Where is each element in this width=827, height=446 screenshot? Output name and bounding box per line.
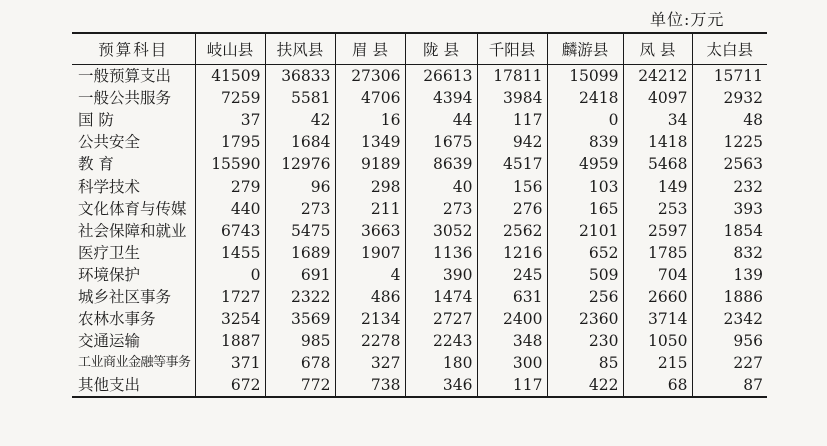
- value-cell: 5581: [265, 87, 335, 109]
- value-cell: 631: [477, 286, 547, 308]
- value-cell: 9189: [335, 153, 405, 175]
- value-cell: 3714: [623, 308, 692, 330]
- value-cell: 839: [547, 131, 623, 153]
- row-label: 国 防: [78, 111, 114, 130]
- row-label: 其他支出: [78, 376, 141, 395]
- row-label: 医疗卫生: [78, 243, 141, 262]
- value-cell: 4706: [335, 87, 405, 109]
- value-cell: 1886: [692, 286, 767, 308]
- value-cell: 103: [547, 175, 623, 197]
- row-label: 交通运输: [78, 332, 141, 351]
- value-cell: 15711: [692, 65, 767, 88]
- value-cell: 117: [477, 109, 547, 131]
- value-cell: 652: [547, 242, 623, 264]
- header-cell: 眉 县: [335, 33, 405, 65]
- value-cell: 42: [265, 109, 335, 131]
- table-row: [72, 242, 767, 264]
- value-cell: 1455: [195, 242, 265, 264]
- table-row: [72, 264, 767, 286]
- value-cell: 1136: [405, 242, 477, 264]
- value-cell: 672: [195, 374, 265, 397]
- value-cell: 6743: [195, 220, 265, 242]
- header-cell: 预算科目: [98, 41, 169, 59]
- value-cell: 348: [477, 330, 547, 352]
- value-cell: 393: [692, 198, 767, 220]
- value-cell: 5475: [265, 220, 335, 242]
- header-cell: 凤 县: [623, 33, 692, 65]
- value-cell: 300: [477, 352, 547, 374]
- table-body: [72, 65, 767, 398]
- value-cell: 8639: [405, 153, 477, 175]
- value-cell: 1675: [405, 131, 477, 153]
- value-cell: 4: [335, 264, 405, 286]
- value-cell: 2322: [265, 286, 335, 308]
- value-cell: 1216: [477, 242, 547, 264]
- row-label: 社会保障和就业: [78, 221, 187, 240]
- value-cell: 1349: [335, 131, 405, 153]
- value-cell: 41509: [195, 65, 265, 88]
- value-cell: 273: [265, 198, 335, 220]
- value-cell: 486: [335, 286, 405, 308]
- row-label: 公共安全: [78, 133, 141, 152]
- value-cell: 2597: [623, 220, 692, 242]
- value-cell: 253: [623, 198, 692, 220]
- value-cell: 87: [692, 374, 767, 397]
- unit-label: 单位:万元: [650, 10, 725, 29]
- value-cell: 2932: [692, 87, 767, 109]
- value-cell: 44: [405, 109, 477, 131]
- row-label: 农林水事务: [78, 310, 156, 329]
- value-cell: 3569: [265, 308, 335, 330]
- value-cell: 180: [405, 352, 477, 374]
- value-cell: 1689: [265, 242, 335, 264]
- value-cell: 346: [405, 374, 477, 397]
- value-cell: 3984: [477, 87, 547, 109]
- table-row: [72, 109, 767, 131]
- value-cell: 371: [195, 352, 265, 374]
- value-cell: 227: [692, 352, 767, 374]
- value-cell: 2660: [623, 286, 692, 308]
- value-cell: 2727: [405, 308, 477, 330]
- value-cell: 3663: [335, 220, 405, 242]
- table-row: [72, 220, 767, 242]
- value-cell: 2243: [405, 330, 477, 352]
- value-cell: 34: [623, 109, 692, 131]
- table-row: [72, 330, 767, 352]
- value-cell: 4097: [623, 87, 692, 109]
- value-cell: 832: [692, 242, 767, 264]
- row-label: 教 育: [78, 155, 114, 174]
- header-cell: 麟游县: [547, 33, 623, 65]
- value-cell: 2400: [477, 308, 547, 330]
- table-row: [72, 286, 767, 308]
- value-cell: 96: [265, 175, 335, 197]
- table-header: [72, 33, 767, 65]
- value-cell: 36833: [265, 65, 335, 88]
- value-cell: 2360: [547, 308, 623, 330]
- value-cell: 3254: [195, 308, 265, 330]
- row-label: 环境保护: [78, 265, 141, 284]
- value-cell: 704: [623, 264, 692, 286]
- header-cell: 陇 县: [405, 33, 477, 65]
- value-cell: 2563: [692, 153, 767, 175]
- value-cell: 4959: [547, 153, 623, 175]
- value-cell: 230: [547, 330, 623, 352]
- value-cell: 509: [547, 264, 623, 286]
- value-cell: 85: [547, 352, 623, 374]
- table-row: [72, 352, 767, 374]
- value-cell: 2418: [547, 87, 623, 109]
- value-cell: 5468: [623, 153, 692, 175]
- value-cell: 390: [405, 264, 477, 286]
- value-cell: 942: [477, 131, 547, 153]
- header-cell: 太白县: [692, 33, 767, 65]
- value-cell: 1225: [692, 131, 767, 153]
- value-cell: 678: [265, 352, 335, 374]
- value-cell: 17811: [477, 65, 547, 88]
- value-cell: 1474: [405, 286, 477, 308]
- value-cell: 232: [692, 175, 767, 197]
- value-cell: 117: [477, 374, 547, 397]
- value-cell: 440: [195, 198, 265, 220]
- table-row: [72, 175, 767, 197]
- value-cell: 1887: [195, 330, 265, 352]
- value-cell: 156: [477, 175, 547, 197]
- table-row: [72, 153, 767, 175]
- value-cell: 1684: [265, 131, 335, 153]
- value-cell: 2101: [547, 220, 623, 242]
- value-cell: 2562: [477, 220, 547, 242]
- row-label: 文化体育与传媒: [78, 199, 187, 218]
- header-cell: 岐山县: [195, 33, 265, 65]
- value-cell: 7259: [195, 87, 265, 109]
- table-row: [72, 131, 767, 153]
- header-cell: 扶风县: [265, 33, 335, 65]
- row-label: 科学技术: [78, 177, 141, 196]
- value-cell: 327: [335, 352, 405, 374]
- table-row: [72, 198, 767, 220]
- value-cell: 2134: [335, 308, 405, 330]
- value-cell: 40: [405, 175, 477, 197]
- value-cell: 211: [335, 198, 405, 220]
- value-cell: 16: [335, 109, 405, 131]
- value-cell: 2278: [335, 330, 405, 352]
- header-row: [72, 33, 767, 65]
- value-cell: 15099: [547, 65, 623, 88]
- row-label: 一般预算支出: [78, 67, 172, 86]
- value-cell: 15590: [195, 153, 265, 175]
- value-cell: 298: [335, 175, 405, 197]
- value-cell: 1418: [623, 131, 692, 153]
- value-cell: 772: [265, 374, 335, 397]
- value-cell: 956: [692, 330, 767, 352]
- value-cell: 26613: [405, 65, 477, 88]
- value-cell: 1785: [623, 242, 692, 264]
- value-cell: 738: [335, 374, 405, 397]
- value-cell: 1907: [335, 242, 405, 264]
- table-row: [72, 374, 767, 397]
- value-cell: 4517: [477, 153, 547, 175]
- value-cell: 215: [623, 352, 692, 374]
- row-label: 工业商业金融等事务: [78, 355, 191, 371]
- value-cell: 48: [692, 109, 767, 131]
- row-label: 城乡社区事务: [78, 287, 172, 306]
- value-cell: 276: [477, 198, 547, 220]
- header-cell: 千阳县: [477, 33, 547, 65]
- value-cell: 2342: [692, 308, 767, 330]
- row-label: 一般公共服务: [78, 89, 172, 108]
- budget-table: [72, 32, 767, 398]
- value-cell: 27306: [335, 65, 405, 88]
- value-cell: 422: [547, 374, 623, 397]
- value-cell: 1795: [195, 131, 265, 153]
- value-cell: 12976: [265, 153, 335, 175]
- value-cell: 1050: [623, 330, 692, 352]
- value-cell: 691: [265, 264, 335, 286]
- value-cell: 256: [547, 286, 623, 308]
- value-cell: 37: [195, 109, 265, 131]
- value-cell: 985: [265, 330, 335, 352]
- value-cell: 24212: [623, 65, 692, 88]
- value-cell: 165: [547, 198, 623, 220]
- value-cell: 279: [195, 175, 265, 197]
- value-cell: 1727: [195, 286, 265, 308]
- value-cell: 245: [477, 264, 547, 286]
- value-cell: 149: [623, 175, 692, 197]
- value-cell: 3052: [405, 220, 477, 242]
- value-cell: 273: [405, 198, 477, 220]
- value-cell: 4394: [405, 87, 477, 109]
- value-cell: 139: [692, 264, 767, 286]
- value-cell: 68: [623, 374, 692, 397]
- value-cell: 1854: [692, 220, 767, 242]
- value-cell: 0: [547, 109, 623, 131]
- value-cell: 0: [195, 264, 265, 286]
- table-row: [72, 65, 767, 88]
- table-row: [72, 308, 767, 330]
- table-row: [72, 87, 767, 109]
